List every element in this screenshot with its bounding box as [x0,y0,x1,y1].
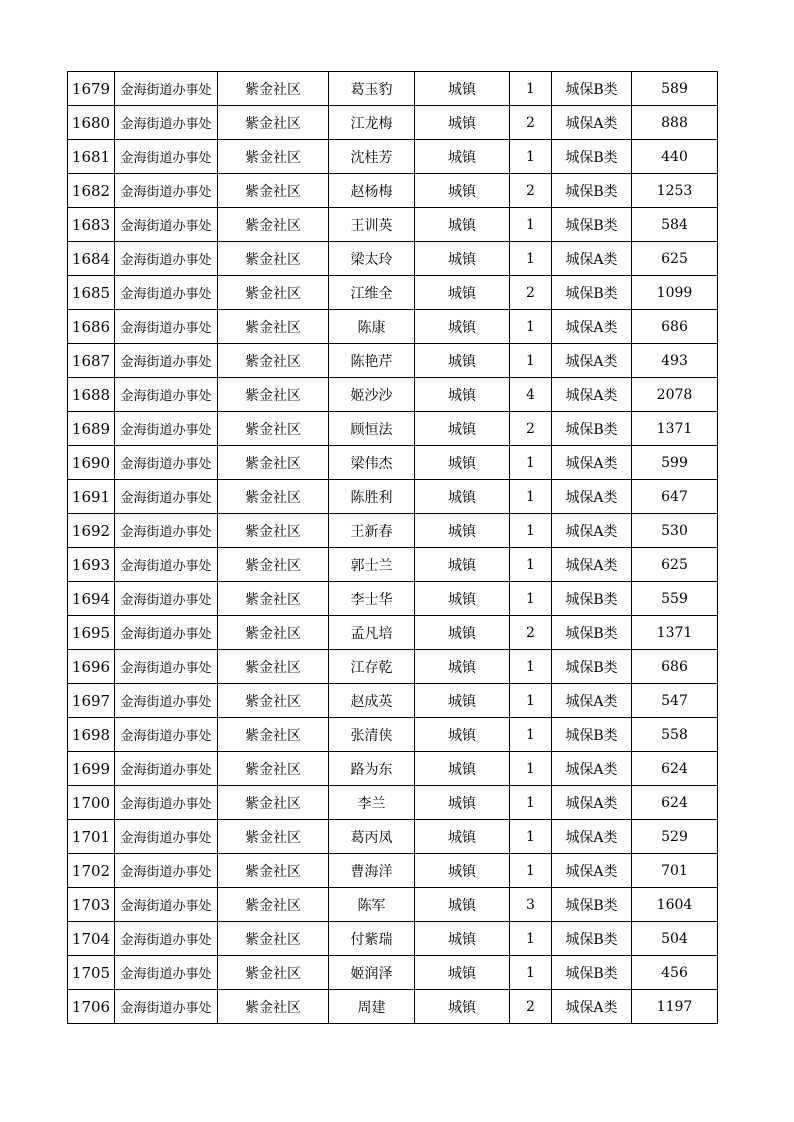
type-cell: 城镇 [415,990,510,1024]
type-cell: 城镇 [415,378,510,412]
name-cell: 王训英 [329,208,415,242]
table-row [68,718,718,752]
seq-cell: 1700 [68,786,115,820]
category-cell: 城保B类 [552,72,632,106]
table-row [68,72,718,106]
type-cell: 城镇 [415,140,510,174]
seq-cell: 1684 [68,242,115,276]
seq-cell: 1702 [68,854,115,888]
type-cell: 城镇 [415,344,510,378]
community-cell: 紫金社区 [218,514,329,548]
seq-cell: 1686 [68,310,115,344]
category-cell: 城保B类 [552,208,632,242]
community-cell: 紫金社区 [218,684,329,718]
category-cell: 城保B类 [552,888,632,922]
amount-cell: 647 [632,480,718,514]
seq-cell: 1691 [68,480,115,514]
count-cell: 1 [510,514,552,548]
office-cell: 金海街道办事处 [115,140,218,174]
count-cell: 1 [510,854,552,888]
community-cell: 紫金社区 [218,310,329,344]
type-cell: 城镇 [415,174,510,208]
count-cell: 4 [510,378,552,412]
seq-cell: 1698 [68,718,115,752]
community-cell: 紫金社区 [218,412,329,446]
seq-cell: 1705 [68,956,115,990]
name-cell: 陈胜利 [329,480,415,514]
office-cell: 金海街道办事处 [115,378,218,412]
office-cell: 金海街道办事处 [115,820,218,854]
community-cell: 紫金社区 [218,786,329,820]
table-row [68,276,718,310]
category-cell: 城保A类 [552,480,632,514]
type-cell: 城镇 [415,922,510,956]
community-cell: 紫金社区 [218,106,329,140]
amount-cell: 625 [632,242,718,276]
office-cell: 金海街道办事处 [115,854,218,888]
amount-cell: 599 [632,446,718,480]
count-cell: 1 [510,344,552,378]
community-cell: 紫金社区 [218,140,329,174]
count-cell: 2 [510,990,552,1024]
office-cell: 金海街道办事处 [115,786,218,820]
name-cell: 周建 [329,990,415,1024]
office-cell: 金海街道办事处 [115,752,218,786]
community-cell: 紫金社区 [218,480,329,514]
name-cell: 李士华 [329,582,415,616]
community-cell: 紫金社区 [218,344,329,378]
category-cell: 城保B类 [552,174,632,208]
name-cell: 江维全 [329,276,415,310]
category-cell: 城保B类 [552,140,632,174]
name-cell: 沈桂芳 [329,140,415,174]
table-row [68,242,718,276]
table-row [68,854,718,888]
table-row [68,752,718,786]
name-cell: 曹海洋 [329,854,415,888]
community-cell: 紫金社区 [218,446,329,480]
count-cell: 1 [510,310,552,344]
count-cell: 1 [510,684,552,718]
community-cell: 紫金社区 [218,582,329,616]
amount-cell: 701 [632,854,718,888]
office-cell: 金海街道办事处 [115,242,218,276]
name-cell: 葛玉豹 [329,72,415,106]
amount-cell: 558 [632,718,718,752]
office-cell: 金海街道办事处 [115,174,218,208]
category-cell: 城保A类 [552,752,632,786]
type-cell: 城镇 [415,888,510,922]
amount-cell: 584 [632,208,718,242]
name-cell: 姬润泽 [329,956,415,990]
count-cell: 1 [510,72,552,106]
name-cell: 付紫瑞 [329,922,415,956]
type-cell: 城镇 [415,480,510,514]
community-cell: 紫金社区 [218,548,329,582]
category-cell: 城保A类 [552,514,632,548]
category-cell: 城保B类 [552,582,632,616]
seq-cell: 1689 [68,412,115,446]
office-cell: 金海街道办事处 [115,650,218,684]
count-cell: 1 [510,786,552,820]
count-cell: 2 [510,412,552,446]
amount-cell: 1099 [632,276,718,310]
table-row [68,786,718,820]
seq-cell: 1701 [68,820,115,854]
office-cell: 金海街道办事处 [115,480,218,514]
amount-cell: 530 [632,514,718,548]
table-row [68,616,718,650]
name-cell: 江龙梅 [329,106,415,140]
amount-cell: 2078 [632,378,718,412]
type-cell: 城镇 [415,684,510,718]
category-cell: 城保A类 [552,446,632,480]
office-cell: 金海街道办事处 [115,344,218,378]
seq-cell: 1690 [68,446,115,480]
type-cell: 城镇 [415,650,510,684]
community-cell: 紫金社区 [218,208,329,242]
type-cell: 城镇 [415,446,510,480]
community-cell: 紫金社区 [218,174,329,208]
name-cell: 王新春 [329,514,415,548]
amount-cell: 456 [632,956,718,990]
seq-cell: 1679 [68,72,115,106]
office-cell: 金海街道办事处 [115,548,218,582]
table-row [68,106,718,140]
seq-cell: 1687 [68,344,115,378]
roster-table [67,71,718,1024]
name-cell: 陈军 [329,888,415,922]
table-row [68,684,718,718]
community-cell: 紫金社区 [218,956,329,990]
count-cell: 1 [510,480,552,514]
seq-cell: 1694 [68,582,115,616]
office-cell: 金海街道办事处 [115,276,218,310]
category-cell: 城保B类 [552,650,632,684]
seq-cell: 1703 [68,888,115,922]
table-row [68,990,718,1024]
count-cell: 3 [510,888,552,922]
community-cell: 紫金社区 [218,650,329,684]
community-cell: 紫金社区 [218,242,329,276]
count-cell: 1 [510,956,552,990]
amount-cell: 504 [632,922,718,956]
community-cell: 紫金社区 [218,72,329,106]
type-cell: 城镇 [415,956,510,990]
name-cell: 赵杨梅 [329,174,415,208]
type-cell: 城镇 [415,412,510,446]
count-cell: 1 [510,242,552,276]
office-cell: 金海街道办事处 [115,888,218,922]
type-cell: 城镇 [415,242,510,276]
count-cell: 1 [510,548,552,582]
amount-cell: 1371 [632,412,718,446]
table-row [68,480,718,514]
community-cell: 紫金社区 [218,378,329,412]
name-cell: 葛丙凤 [329,820,415,854]
office-cell: 金海街道办事处 [115,412,218,446]
category-cell: 城保B类 [552,922,632,956]
type-cell: 城镇 [415,854,510,888]
office-cell: 金海街道办事处 [115,990,218,1024]
count-cell: 1 [510,922,552,956]
community-cell: 紫金社区 [218,820,329,854]
seq-cell: 1692 [68,514,115,548]
category-cell: 城保B类 [552,616,632,650]
amount-cell: 624 [632,752,718,786]
type-cell: 城镇 [415,616,510,650]
type-cell: 城镇 [415,72,510,106]
name-cell: 江存乾 [329,650,415,684]
office-cell: 金海街道办事处 [115,106,218,140]
amount-cell: 686 [632,650,718,684]
table-row [68,922,718,956]
type-cell: 城镇 [415,276,510,310]
amount-cell: 589 [632,72,718,106]
category-cell: 城保A类 [552,854,632,888]
name-cell: 路为东 [329,752,415,786]
amount-cell: 1253 [632,174,718,208]
seq-cell: 1693 [68,548,115,582]
amount-cell: 547 [632,684,718,718]
count-cell: 2 [510,174,552,208]
category-cell: 城保A类 [552,242,632,276]
seq-cell: 1681 [68,140,115,174]
seq-cell: 1699 [68,752,115,786]
count-cell: 2 [510,616,552,650]
community-cell: 紫金社区 [218,276,329,310]
seq-cell: 1695 [68,616,115,650]
table-row [68,412,718,446]
name-cell: 孟凡培 [329,616,415,650]
seq-cell: 1706 [68,990,115,1024]
category-cell: 城保B类 [552,412,632,446]
office-cell: 金海街道办事处 [115,446,218,480]
count-cell: 1 [510,752,552,786]
name-cell: 陈康 [329,310,415,344]
name-cell: 赵成英 [329,684,415,718]
name-cell: 梁伟杰 [329,446,415,480]
office-cell: 金海街道办事处 [115,684,218,718]
category-cell: 城保A类 [552,310,632,344]
table-row [68,446,718,480]
office-cell: 金海街道办事处 [115,582,218,616]
category-cell: 城保A类 [552,106,632,140]
category-cell: 城保A类 [552,820,632,854]
seq-cell: 1688 [68,378,115,412]
type-cell: 城镇 [415,786,510,820]
community-cell: 紫金社区 [218,888,329,922]
count-cell: 1 [510,208,552,242]
table-row [68,378,718,412]
name-cell: 陈艳芹 [329,344,415,378]
count-cell: 1 [510,582,552,616]
community-cell: 紫金社区 [218,922,329,956]
office-cell: 金海街道办事处 [115,956,218,990]
count-cell: 2 [510,106,552,140]
table-row [68,548,718,582]
name-cell: 姬沙沙 [329,378,415,412]
category-cell: 城保A类 [552,786,632,820]
table-row [68,310,718,344]
amount-cell: 440 [632,140,718,174]
office-cell: 金海街道办事处 [115,718,218,752]
community-cell: 紫金社区 [218,718,329,752]
type-cell: 城镇 [415,514,510,548]
amount-cell: 686 [632,310,718,344]
category-cell: 城保B类 [552,276,632,310]
table-row [68,888,718,922]
community-cell: 紫金社区 [218,990,329,1024]
type-cell: 城镇 [415,208,510,242]
table-row [68,174,718,208]
amount-cell: 624 [632,786,718,820]
seq-cell: 1680 [68,106,115,140]
community-cell: 紫金社区 [218,854,329,888]
office-cell: 金海街道办事处 [115,514,218,548]
amount-cell: 1371 [632,616,718,650]
category-cell: 城保A类 [552,684,632,718]
seq-cell: 1685 [68,276,115,310]
table-row [68,208,718,242]
type-cell: 城镇 [415,310,510,344]
amount-cell: 1197 [632,990,718,1024]
type-cell: 城镇 [415,820,510,854]
category-cell: 城保A类 [552,378,632,412]
category-cell: 城保B类 [552,718,632,752]
office-cell: 金海街道办事处 [115,922,218,956]
count-cell: 2 [510,276,552,310]
table-row [68,582,718,616]
count-cell: 1 [510,140,552,174]
community-cell: 紫金社区 [218,616,329,650]
name-cell: 张清侠 [329,718,415,752]
roster-body [68,72,718,1024]
name-cell: 顾恒法 [329,412,415,446]
type-cell: 城镇 [415,752,510,786]
amount-cell: 559 [632,582,718,616]
office-cell: 金海街道办事处 [115,72,218,106]
seq-cell: 1683 [68,208,115,242]
type-cell: 城镇 [415,106,510,140]
amount-cell: 625 [632,548,718,582]
seq-cell: 1697 [68,684,115,718]
type-cell: 城镇 [415,548,510,582]
amount-cell: 1604 [632,888,718,922]
count-cell: 1 [510,718,552,752]
category-cell: 城保B类 [552,956,632,990]
seq-cell: 1704 [68,922,115,956]
community-cell: 紫金社区 [218,752,329,786]
category-cell: 城保A类 [552,990,632,1024]
type-cell: 城镇 [415,718,510,752]
office-cell: 金海街道办事处 [115,208,218,242]
amount-cell: 888 [632,106,718,140]
count-cell: 1 [510,820,552,854]
amount-cell: 493 [632,344,718,378]
table-row [68,514,718,548]
seq-cell: 1682 [68,174,115,208]
name-cell: 梁太玲 [329,242,415,276]
office-cell: 金海街道办事处 [115,310,218,344]
office-cell: 金海街道办事处 [115,616,218,650]
type-cell: 城镇 [415,582,510,616]
category-cell: 城保A类 [552,548,632,582]
table-row [68,344,718,378]
count-cell: 1 [510,446,552,480]
table-row [68,650,718,684]
table-row [68,140,718,174]
seq-cell: 1696 [68,650,115,684]
category-cell: 城保A类 [552,344,632,378]
table-row [68,956,718,990]
count-cell: 1 [510,650,552,684]
name-cell: 郭士兰 [329,548,415,582]
amount-cell: 529 [632,820,718,854]
name-cell: 李兰 [329,786,415,820]
table-row [68,820,718,854]
